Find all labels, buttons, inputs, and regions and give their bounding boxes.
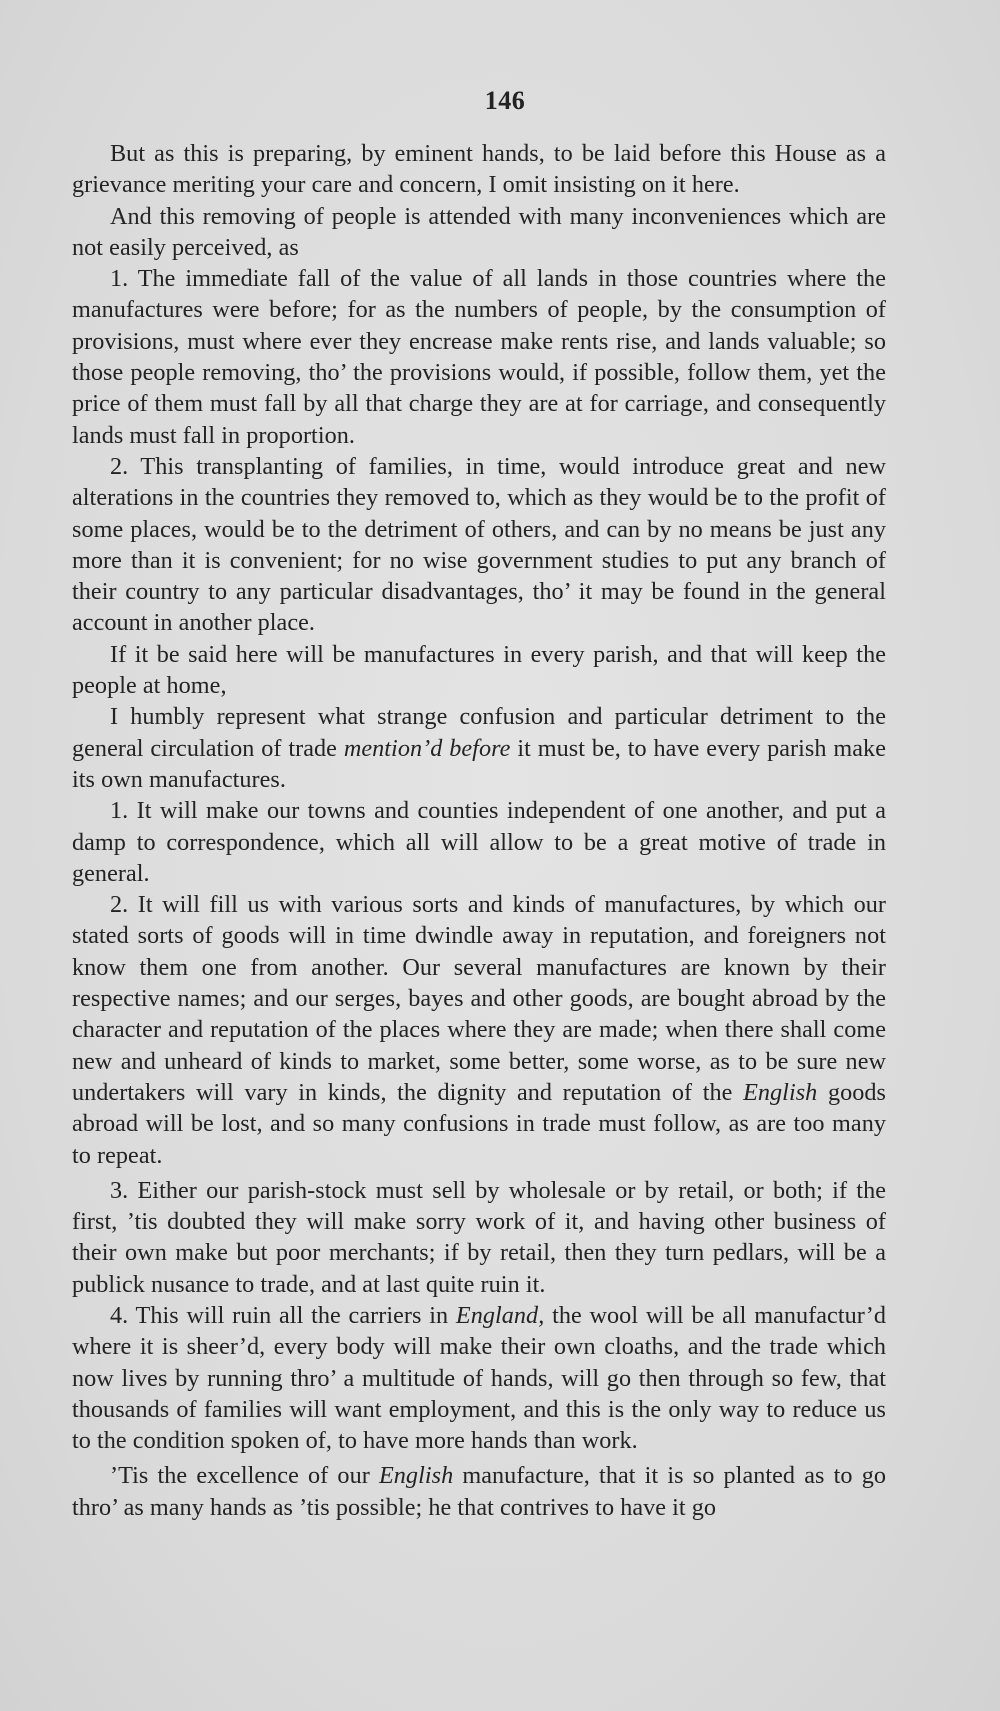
paragraph-manufactures-in-every-parish: If it be said here will be manufactures in every parish, and that will keep the people at home, (72, 640, 886, 700)
paragraph-text: ’Tis the excellence of our (110, 1462, 379, 1490)
paragraph-text: the wool will be all manufactur’d where it is sheer’d, every body will make their own cloaths, and the trade which now lives by running thro’ a multitude of hands, will go then through so few, that thousands of families will want employment, and this is the only way to reduce us to the condition spoken of, to have more hands than work. (72, 1301, 886, 1455)
paragraph-text: goods abroad will be lost, and so many confusions in trade must follow, as are too many to repeat. (72, 1078, 886, 1169)
paragraph-removing-people: And this removing of people is attended with many inconveniences which are not easily perceived, as (72, 202, 886, 261)
paragraph-text: I humbly represent what strange confusion and particular detriment to the general circulation of trade (72, 703, 886, 762)
italic-phrase: mention’d before (343, 734, 511, 762)
paragraph-point-1-fall-of-land-value: 1. The immediate fall of the value of all lands in those countries where the manufactures were before; for as the numbers of people, by the consumption of provisions, must where ever they encrease make rents rise, and lands valuable; so those people removing, tho’ the provisions would, if possible, follow them, yet the price of them must fall by all that charge they are at for carriage, and consequently lands must fall in proportion. (72, 265, 886, 449)
italic-phrase: England, (455, 1301, 545, 1329)
italic-phrase: English (743, 1078, 818, 1106)
italic-phrase: English (378, 1462, 454, 1490)
page-number: 146 (484, 86, 526, 115)
paragraph-text: it must be, to have every parish make its own manufactures. (72, 734, 886, 793)
paragraph-point-4-ruin-carriers (72, 1300, 886, 1456)
paragraph-point-1-towns-independent: 1. It will make our towns and counties independent of one another, and put a damp to correspondence, which all will allow to be a great motive of trade in general. (72, 797, 886, 887)
paragraph-humbly-represent (72, 701, 886, 795)
paragraph-text: 4. This will ruin all the carriers in (110, 1301, 456, 1329)
paragraph-text: 2. It will fill us with various sorts and kinds of manufactures, by which our stated sorts of goods will in time dwindle away in reputation, and foreigners not know them one from another. Our several manufactures are known by their respective names; and our serges, bayes and other goods, are bought abroad by the character and reputation of the places where they are made; when there shall come new and unheard of kinds to market, some better, some worse, as to be sure new undertakers will vary in kinds, the dignity and reputation of the (72, 891, 886, 1106)
paragraph-point-3-parish-stock: 3. Either our parish-stock must sell by wholesale or by retail, or both; if the first, ’tis doubted they will make sorry work of it, and having other business of their own make but poor merchants; if by retail, then they turn pedlars, will be a publick nusance to trade, and at last quite ruin it. (72, 1176, 886, 1298)
paragraph-excellence-of-english-manufacture (72, 1460, 886, 1523)
paragraph-point-2-transplanting-families: 2. This transplanting of families, in time, would introduce great and new alterations in the countries they removed to, which as they would be to the profit of some places, would be to the detriment of others, and can by no means be just any more than it is convenient; for no wise government studies to put any branch of their country to any particular disadvantages, tho’ it may be found in the general account in another place. (72, 452, 886, 637)
paragraph-grievance: But as this is preparing, by eminent hands, to be laid before this House as a grievance meriting your care and concern, I omit insisting on it here. (72, 140, 886, 199)
paragraph-text: manufacture, that it is so planted as to go thro’ as many hands as ’tis possible; he that contrives to have it go (72, 1462, 886, 1521)
page-body (72, 138, 886, 1523)
paragraph-point-2-various-manufactures (72, 889, 886, 1171)
